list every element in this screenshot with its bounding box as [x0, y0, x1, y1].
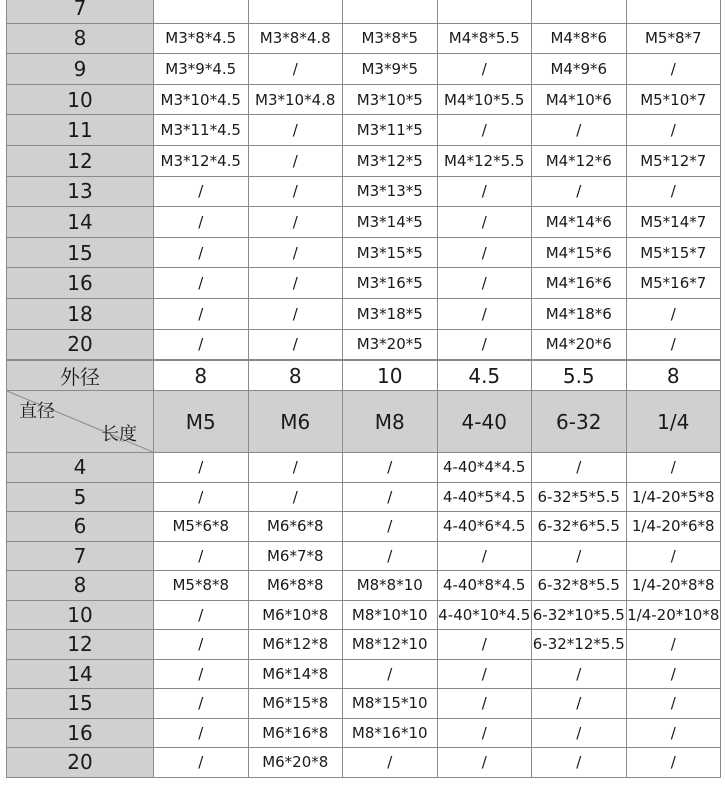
spec-cell: /: [437, 659, 532, 689]
spec-cell: M5*16*7: [626, 268, 721, 299]
spec-cell: M6*14*8: [248, 659, 343, 689]
spec-cell: M3*11*5: [343, 115, 438, 146]
spec-cell: /: [248, 145, 343, 176]
spec-cell: /: [154, 453, 249, 483]
diameter-header: 4-40: [437, 391, 532, 453]
outer-diameter-value: 5.5: [532, 361, 627, 391]
spec-cell: /: [532, 453, 627, 483]
spec-cell: 6-32*5*5.5: [532, 482, 627, 512]
spec-cell: M4*12*5.5: [437, 145, 532, 176]
spec-cell: 6-32*8*5.5: [532, 571, 627, 601]
spec-cell: /: [154, 176, 249, 207]
spec-cell: /: [154, 659, 249, 689]
table-row: [7, 115, 721, 146]
table-row: [7, 453, 721, 483]
table-row: [7, 748, 721, 778]
length-cell: 20: [7, 329, 154, 360]
length-cell: 13: [7, 176, 154, 207]
spec-cell: 1/4-20*10*8: [626, 600, 721, 630]
spec-cell: M5*8*7: [626, 23, 721, 54]
spec-cell: /: [626, 659, 721, 689]
spec-cell: /: [626, 453, 721, 483]
table-row: [7, 268, 721, 299]
spec-cell: /: [248, 115, 343, 146]
spec-cell: 6-32*6*5.5: [532, 512, 627, 542]
spec-cell: /: [532, 748, 627, 778]
spec-cell: M3*12*4.5: [154, 145, 249, 176]
spec-cell: /: [626, 748, 721, 778]
table-row: [7, 689, 721, 719]
length-cell: 14: [7, 207, 154, 238]
spec-cell: /: [154, 482, 249, 512]
spec-cell: M3*14*5: [343, 207, 438, 238]
spec-cell: M3*9*5: [343, 54, 438, 85]
table-row: [7, 630, 721, 660]
length-cell: 6: [7, 512, 154, 542]
table-row: [7, 237, 721, 268]
spec-cell: M6*15*8: [248, 689, 343, 719]
spec-cell: M6*20*8: [248, 748, 343, 778]
table-row: [7, 571, 721, 601]
spec-cell: M4*8*6: [532, 23, 627, 54]
table-row: [7, 718, 721, 748]
spec-cell: M5*8*8: [154, 571, 249, 601]
spec-cell: /: [626, 115, 721, 146]
spec-cell: 1/4-20*8*8: [626, 571, 721, 601]
spec-cell: /: [248, 237, 343, 268]
spec-cell: /: [532, 176, 627, 207]
spec-cell: /: [437, 630, 532, 660]
spec-cell: 4-40*4*4.5: [437, 453, 532, 483]
table-row: [7, 176, 721, 207]
table-row: [7, 659, 721, 689]
spec-cell: /: [343, 453, 438, 483]
table-row: [7, 329, 721, 360]
length-cell: 15: [7, 237, 154, 268]
spec-cell: /: [626, 176, 721, 207]
spec-cell: M5*6*8: [154, 512, 249, 542]
spec-cell: M3*13*5: [343, 176, 438, 207]
spec-cell: /: [626, 54, 721, 85]
spec-cell: M5*14*7: [626, 207, 721, 238]
spec-cell: M4*12*6: [532, 145, 627, 176]
spec-cell: M3*15*5: [343, 237, 438, 268]
spec-cell: /: [626, 630, 721, 660]
spec-cell: /: [248, 207, 343, 238]
spec-cell: /: [154, 329, 249, 360]
diameter-header: M6: [248, 391, 343, 453]
spec-cell: M5*10*7: [626, 84, 721, 115]
spec-cell: /: [626, 541, 721, 571]
spec-cell: M8*8*10: [343, 571, 438, 601]
spec-cell: M4*10*6: [532, 84, 627, 115]
table-row: [7, 298, 721, 329]
length-cell: 16: [7, 268, 154, 299]
spec-cell: [248, 0, 343, 23]
diameter-header-row: [7, 391, 721, 453]
table-row: [7, 23, 721, 54]
spec-cell: /: [626, 329, 721, 360]
outer-diameter-value: 8: [154, 361, 249, 391]
diameter-label: 直径: [19, 401, 55, 422]
spec-cell: M4*10*5.5: [437, 84, 532, 115]
length-cell: 5: [7, 482, 154, 512]
spec-cell: M4*16*6: [532, 268, 627, 299]
spec-cell: 6-32*12*5.5: [532, 630, 627, 660]
spec-cell: M3*12*5: [343, 145, 438, 176]
spec-cell: M3*9*4.5: [154, 54, 249, 85]
spec-cell: M3*8*5: [343, 23, 438, 54]
spec-cell: M4*15*6: [532, 237, 627, 268]
spec-cell: /: [154, 207, 249, 238]
outer-diameter-value: 8: [626, 361, 721, 391]
spec-cell: /: [154, 268, 249, 299]
length-cell: 9: [7, 54, 154, 85]
table-row: [7, 84, 721, 115]
spec-cell: /: [154, 237, 249, 268]
spec-cell: M6*16*8: [248, 718, 343, 748]
spec-cell: 4-40*10*4.5: [437, 600, 532, 630]
spec-cell: /: [343, 482, 438, 512]
outer-diameter-value: 4.5: [437, 361, 532, 391]
spec-cell: /: [437, 541, 532, 571]
spec-cell: M4*20*6: [532, 329, 627, 360]
spec-cell: /: [154, 600, 249, 630]
spec-cell: M8*10*10: [343, 600, 438, 630]
spec-cell: M5*15*7: [626, 237, 721, 268]
spec-cell: /: [343, 512, 438, 542]
length-label: 长度: [101, 424, 137, 445]
spec-cell: M3*10*4.8: [248, 84, 343, 115]
spec-table-lower-body: [7, 361, 721, 778]
length-cell: 15: [7, 689, 154, 719]
spec-cell: 1/4-20*5*8: [626, 482, 721, 512]
table-row: [7, 541, 721, 571]
length-cell: 8: [7, 23, 154, 54]
spec-cell: [437, 0, 532, 23]
spec-cell: M3*10*5: [343, 84, 438, 115]
spec-cell: /: [437, 54, 532, 85]
diameter-header: M5: [154, 391, 249, 453]
spec-cell: /: [437, 207, 532, 238]
spec-cell: /: [532, 689, 627, 719]
spec-cell: M6*10*8: [248, 600, 343, 630]
spec-cell: /: [532, 718, 627, 748]
spec-cell: [343, 0, 438, 23]
spec-cell: /: [154, 541, 249, 571]
spec-cell: /: [437, 115, 532, 146]
spec-cell: [626, 0, 721, 23]
spec-cell: /: [437, 329, 532, 360]
spec-cell: /: [343, 659, 438, 689]
spec-cell: M3*18*5: [343, 298, 438, 329]
spec-cell: /: [154, 718, 249, 748]
spec-cell: /: [248, 482, 343, 512]
spec-cell: /: [248, 54, 343, 85]
spec-cell: /: [248, 298, 343, 329]
diameter-header: M8: [343, 391, 438, 453]
length-cell: 12: [7, 145, 154, 176]
spec-cell: /: [532, 659, 627, 689]
spec-cell: /: [343, 541, 438, 571]
table-row: [7, 600, 721, 630]
spec-cell: /: [626, 689, 721, 719]
spec-cell: /: [248, 176, 343, 207]
spec-cell: /: [154, 298, 249, 329]
spec-cell: M6*6*8: [248, 512, 343, 542]
spec-cell: /: [248, 453, 343, 483]
spec-cell: /: [437, 268, 532, 299]
length-cell: 12: [7, 630, 154, 660]
spec-cell: M4*18*6: [532, 298, 627, 329]
spec-cell: /: [154, 630, 249, 660]
outer-diameter-label: 外径: [7, 361, 154, 391]
spec-cell: M3*16*5: [343, 268, 438, 299]
spec-table-upper-body: [7, 0, 721, 360]
length-cell: 18: [7, 298, 154, 329]
spec-cell: M6*7*8: [248, 541, 343, 571]
length-cell: 7: [7, 541, 154, 571]
spec-cell: /: [626, 718, 721, 748]
spec-cell: /: [248, 268, 343, 299]
length-cell: 14: [7, 659, 154, 689]
spec-cell: /: [437, 298, 532, 329]
spec-cell: /: [532, 541, 627, 571]
spec-cell: M3*10*4.5: [154, 84, 249, 115]
spec-cell: 4-40*8*4.5: [437, 571, 532, 601]
spec-cell: M6*8*8: [248, 571, 343, 601]
length-cell: 8: [7, 571, 154, 601]
spec-cell: M4*14*6: [532, 207, 627, 238]
length-cell: 11: [7, 115, 154, 146]
spec-cell: M3*20*5: [343, 329, 438, 360]
diameter-header: 6-32: [532, 391, 627, 453]
spec-cell: M4*9*6: [532, 54, 627, 85]
spec-table-lower: [6, 360, 721, 778]
table-row: [7, 54, 721, 85]
spec-cell: /: [154, 689, 249, 719]
spec-cell: M5*12*7: [626, 145, 721, 176]
table-row: [7, 145, 721, 176]
spec-cell: M3*11*4.5: [154, 115, 249, 146]
spec-cell: 1/4-20*6*8: [626, 512, 721, 542]
spec-table-upper: [6, 0, 721, 360]
spec-cell: /: [437, 176, 532, 207]
table-row: [7, 482, 721, 512]
table-row: [7, 0, 721, 23]
spec-cell: /: [248, 329, 343, 360]
spec-cell: [154, 0, 249, 23]
outer-diameter-value: 10: [343, 361, 438, 391]
spec-cell: 6-32*10*5.5: [532, 600, 627, 630]
spec-cell: /: [626, 298, 721, 329]
length-cell: 10: [7, 600, 154, 630]
outer-diameter-value: 8: [248, 361, 343, 391]
spec-cell: M8*12*10: [343, 630, 438, 660]
spec-cell: /: [532, 115, 627, 146]
table-row: [7, 512, 721, 542]
length-cell: 20: [7, 748, 154, 778]
diameter-header: 1/4: [626, 391, 721, 453]
spec-cell: /: [343, 748, 438, 778]
spec-cell: 4-40*6*4.5: [437, 512, 532, 542]
spec-cell: [532, 0, 627, 23]
spec-cell: /: [437, 718, 532, 748]
length-cell: 10: [7, 84, 154, 115]
length-cell: 16: [7, 718, 154, 748]
spec-cell: 4-40*5*4.5: [437, 482, 532, 512]
spec-cell: /: [437, 689, 532, 719]
spec-cell: M3*8*4.5: [154, 23, 249, 54]
spec-cell: M3*8*4.8: [248, 23, 343, 54]
spec-cell: M8*15*10: [343, 689, 438, 719]
spec-cell: M8*16*10: [343, 718, 438, 748]
spec-cell: /: [437, 748, 532, 778]
spec-cell: M4*8*5.5: [437, 23, 532, 54]
diagonal-header-cell: [7, 391, 154, 453]
outer-diameter-row: [7, 361, 721, 391]
table-row: [7, 207, 721, 238]
length-cell: 7: [7, 0, 154, 23]
spec-cell: /: [437, 237, 532, 268]
spec-cell: M6*12*8: [248, 630, 343, 660]
length-cell: 4: [7, 453, 154, 483]
spec-cell: /: [154, 748, 249, 778]
